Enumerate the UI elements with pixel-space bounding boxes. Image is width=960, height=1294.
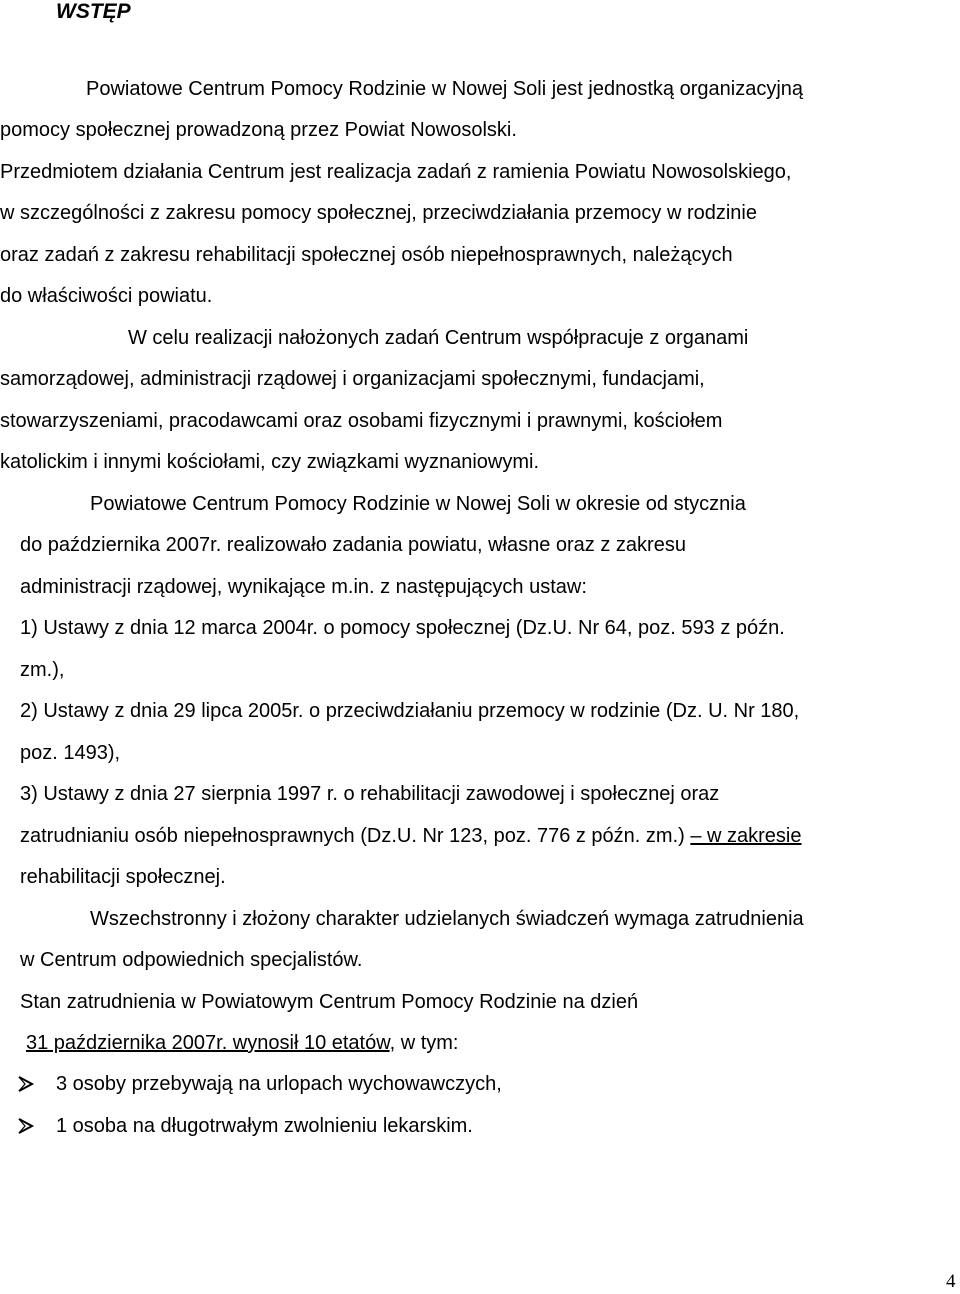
bullet-item-2: 1 osoba na długotrwałym zwolnieniu lekarskim.	[56, 1115, 473, 1137]
paragraph-5-line-2: w Centrum odpowiednich specjalistów.	[20, 949, 363, 971]
law-2-line-2: poz. 1493),	[20, 742, 121, 764]
law-2-line-1: 2) Ustawy z dnia 29 lipca 2005r. o przeciwdziałaniu przemocy w rodzinie (Dz. U. Nr 180,	[20, 700, 800, 722]
paragraph-2-line-3: oraz zadań z zakresu rehabilitacji społecznej osób niepełnosprawnych, należących	[0, 244, 733, 266]
paragraph-6-line-2-end: , w tym:	[389, 1032, 459, 1054]
paragraph-6-line-2	[26, 1031, 458, 1055]
employment-date-underlined: 31 października 2007r. wynosił	[26, 1032, 304, 1054]
paragraph-5-line-1: Wszechstronny i złożony charakter udzielanych świadczeń wymaga zatrudnienia	[90, 908, 804, 930]
paragraph-1-line-2: pomocy społecznej prowadzoną przez Powiat Nowosolski.	[0, 119, 517, 141]
law-3-line-2	[20, 824, 802, 848]
law-3-line-2-text: zatrudnianiu osób niepełnosprawnych (Dz.U. Nr 123, poz. 776 z późn. zm.)	[20, 825, 691, 847]
law-3-line-3: rehabilitacji społecznej.	[20, 866, 226, 888]
paragraph-4-line-3: administracji rządowej, wynikające m.in. z następujących ustaw:	[20, 576, 587, 598]
paragraph-2-line-1: Przedmiotem działania Centrum jest realizacja zadań z ramienia Powiatu Nowosolskiego,	[0, 161, 792, 183]
paragraph-2-line-2: w szczególności z zakresu pomocy społecznej, przeciwdziałania przemocy w rodzinie	[0, 202, 757, 224]
arrow-bullet-icon	[16, 1114, 36, 1138]
paragraph-6-line-1: Stan zatrudnienia w Powiatowym Centrum Pomocy Rodzinie na dzień	[20, 991, 639, 1013]
law-3-underlined-scope: – w zakresie	[690, 825, 802, 847]
paragraph-3-line-3: stowarzyszeniami, pracodawcami oraz osobami fizycznymi i prawnymi, kościołem	[0, 410, 723, 432]
arrow-bullet-icon	[16, 1072, 36, 1096]
law-3-line-1: 3) Ustawy z dnia 27 sierpnia 1997 r. o rehabilitacji zawodowej i społecznej oraz	[20, 783, 720, 805]
paragraph-3-line-2: samorządowej, administracji rządowej i organizacjami społecznymi, fundacjami,	[0, 368, 705, 390]
law-1-line-1: 1) Ustawy z dnia 12 marca 2004r. o pomocy społecznej (Dz.U. Nr 64, poz. 593 z późn.	[20, 617, 785, 639]
bullet-item-1: 3 osoby przebywają na urlopach wychowawczych,	[56, 1073, 502, 1095]
paragraph-4-line-2: do października 2007r. realizowało zadania powiatu, własne oraz z zakresu	[20, 534, 686, 556]
law-1-line-2: zm.),	[20, 659, 65, 681]
paragraph-2-line-4: do właściwości powiatu.	[0, 285, 213, 307]
paragraph-1-line-1: Powiatowe Centrum Pomocy Rodzinie w Nowej Soli jest jednostką organizacyjną	[86, 78, 804, 100]
paragraph-3-line-1: W celu realizacji nałożonych zadań Centrum współpracuje z organami	[128, 327, 749, 349]
page-number: 4	[946, 1271, 956, 1292]
paragraph-4-line-1: Powiatowe Centrum Pomocy Rodzinie w Nowej Soli w okresie od stycznia	[90, 493, 746, 515]
paragraph-3-line-4: katolickim i innymi kościołami, czy związkami wyznaniowymi.	[0, 451, 540, 473]
section-heading: WSTĘP	[56, 0, 131, 23]
employment-count-underlined: 10 etatów	[303, 1032, 390, 1054]
